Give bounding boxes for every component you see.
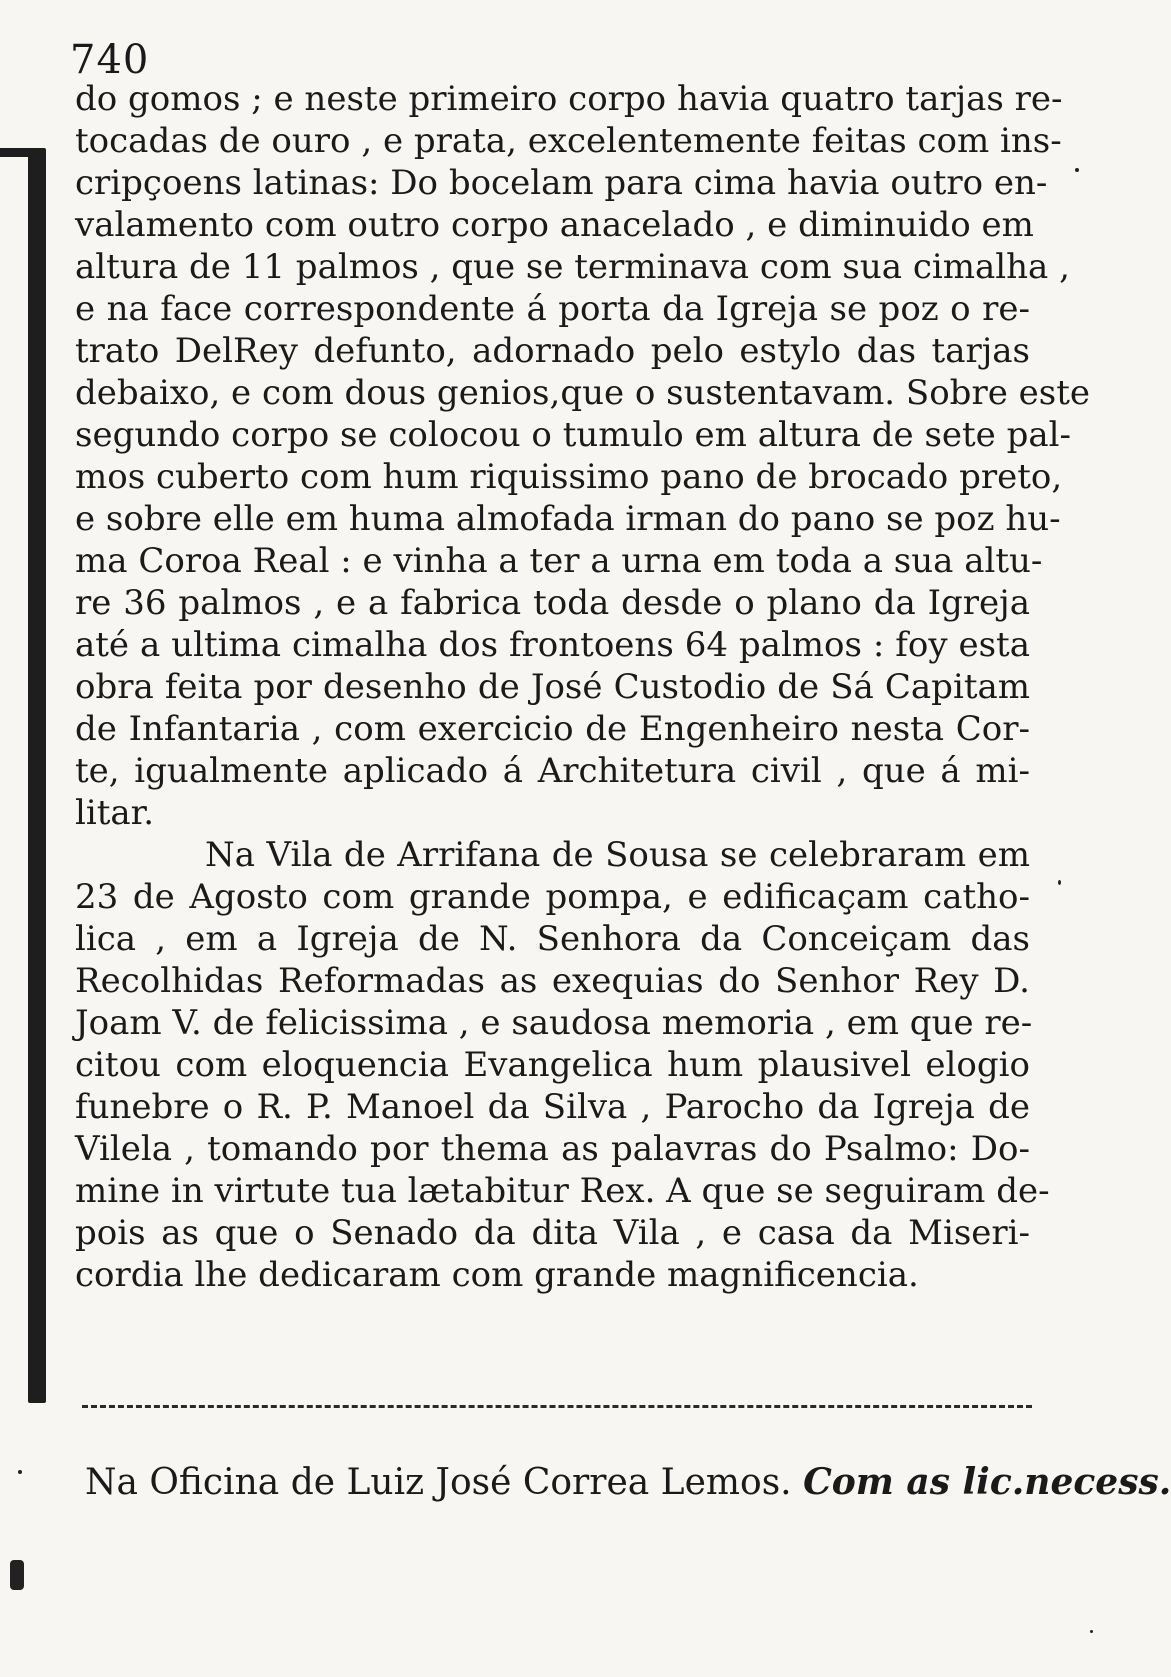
- body-text: [75, 78, 1090, 1296]
- ink-speck: [1075, 168, 1079, 172]
- text-line: Na Vila de Arrifana de Sousa se celebraram em: [205, 835, 1030, 875]
- text-line: Recolhidas Reformadas as exequias do Senhor Rey D.: [75, 961, 1030, 1001]
- text-line: Vilela , tomando por thema as palavras do Psalmo: Do-: [75, 1129, 1030, 1169]
- text-line: e sobre elle em huma almofada irman do pano se poz hu-: [75, 499, 1061, 539]
- text-line: 23 de Agosto com grande pompa, e edificaçam catho-: [75, 877, 1030, 917]
- paragraph-2: [75, 834, 1050, 1296]
- text-line: te, igualmente aplicado á Architetura civil , que á mi-: [75, 751, 1030, 791]
- text-line: trato DelRey defunto, adornado pelo estylo das tarjas: [75, 331, 1030, 371]
- ink-speck: [1090, 1630, 1093, 1633]
- text-line: pois as que o Senado da dita Vila , e casa da Miseri-: [75, 1213, 1030, 1253]
- paragraph-1: [75, 78, 1090, 834]
- ink-speck: [1058, 880, 1061, 885]
- text-line: funebre o R. P. Manoel da Silva , Parocho da Igreja de: [75, 1087, 1030, 1127]
- text-line: Joam V. de felicissima , e saudosa memoria , em que re-: [75, 1003, 1033, 1043]
- text-line: segundo corpo se colocou o tumulo em altura de sete pal-: [75, 415, 1072, 455]
- text-line: litar.: [75, 793, 155, 833]
- text-line: cripçoens latinas: Do bocelam para cima havia outro en-: [75, 163, 1048, 203]
- text-line: mos cuberto com hum riquissimo pano de brocado preto,: [75, 457, 1063, 497]
- text-line: até a ultima cimalha dos frontoens 64 palmos : foy esta: [75, 625, 1030, 665]
- text-line: e na face correspondente á porta da Igreja se poz o re-: [75, 289, 1030, 329]
- imprint-text: Na Oficina de Luiz José Correa Lemos.: [85, 1462, 804, 1503]
- text-line: de Infantaria , com exercicio de Engenheiro nesta Cor-: [75, 709, 1030, 749]
- text-line: valamento com outro corpo anacelado , e diminuido em: [75, 205, 1034, 245]
- text-line: cordia lhe dedicaram com grande magnificencia.: [75, 1255, 919, 1295]
- text-line: re 36 palmos , e a fabrica toda desde o plano da Igreja: [75, 583, 1030, 623]
- imprint-license: Com as lic.necess.: [803, 1461, 1171, 1503]
- text-line: mine in virtute tua lætabitur Rex. A que se seguiram de-: [75, 1171, 1050, 1211]
- ink-speck: [18, 1470, 22, 1474]
- page-number: 740: [70, 37, 150, 83]
- text-line: lica , em a Igreja de N. Senhora da Conceiçam das: [75, 919, 1030, 959]
- text-line: altura de 11 palmos , que se terminava com sua cimalha ,: [75, 247, 1070, 287]
- text-line: ma Coroa Real : e vinha a ter a urna em toda a sua altu-: [75, 541, 1043, 581]
- text-line: obra feita por desenho de José Custodio de Sá Capitam: [75, 667, 1030, 707]
- text-line: citou com eloquencia Evangelica hum plausivel elogio: [75, 1045, 1030, 1085]
- divider-rule: [82, 1405, 1032, 1408]
- text-line: debaixo, e com dous genios,que o sustentavam. Sobre este: [75, 373, 1090, 413]
- text-line: tocadas de ouro , e prata, excelentemente feitas com ins-: [75, 121, 1062, 161]
- text-line: do gomos ; e neste primeiro corpo havia quatro tarjas re-: [75, 79, 1063, 119]
- printer-imprint: [85, 1460, 1171, 1505]
- ink-speck: [10, 1560, 24, 1590]
- margin-rule: [28, 148, 46, 1403]
